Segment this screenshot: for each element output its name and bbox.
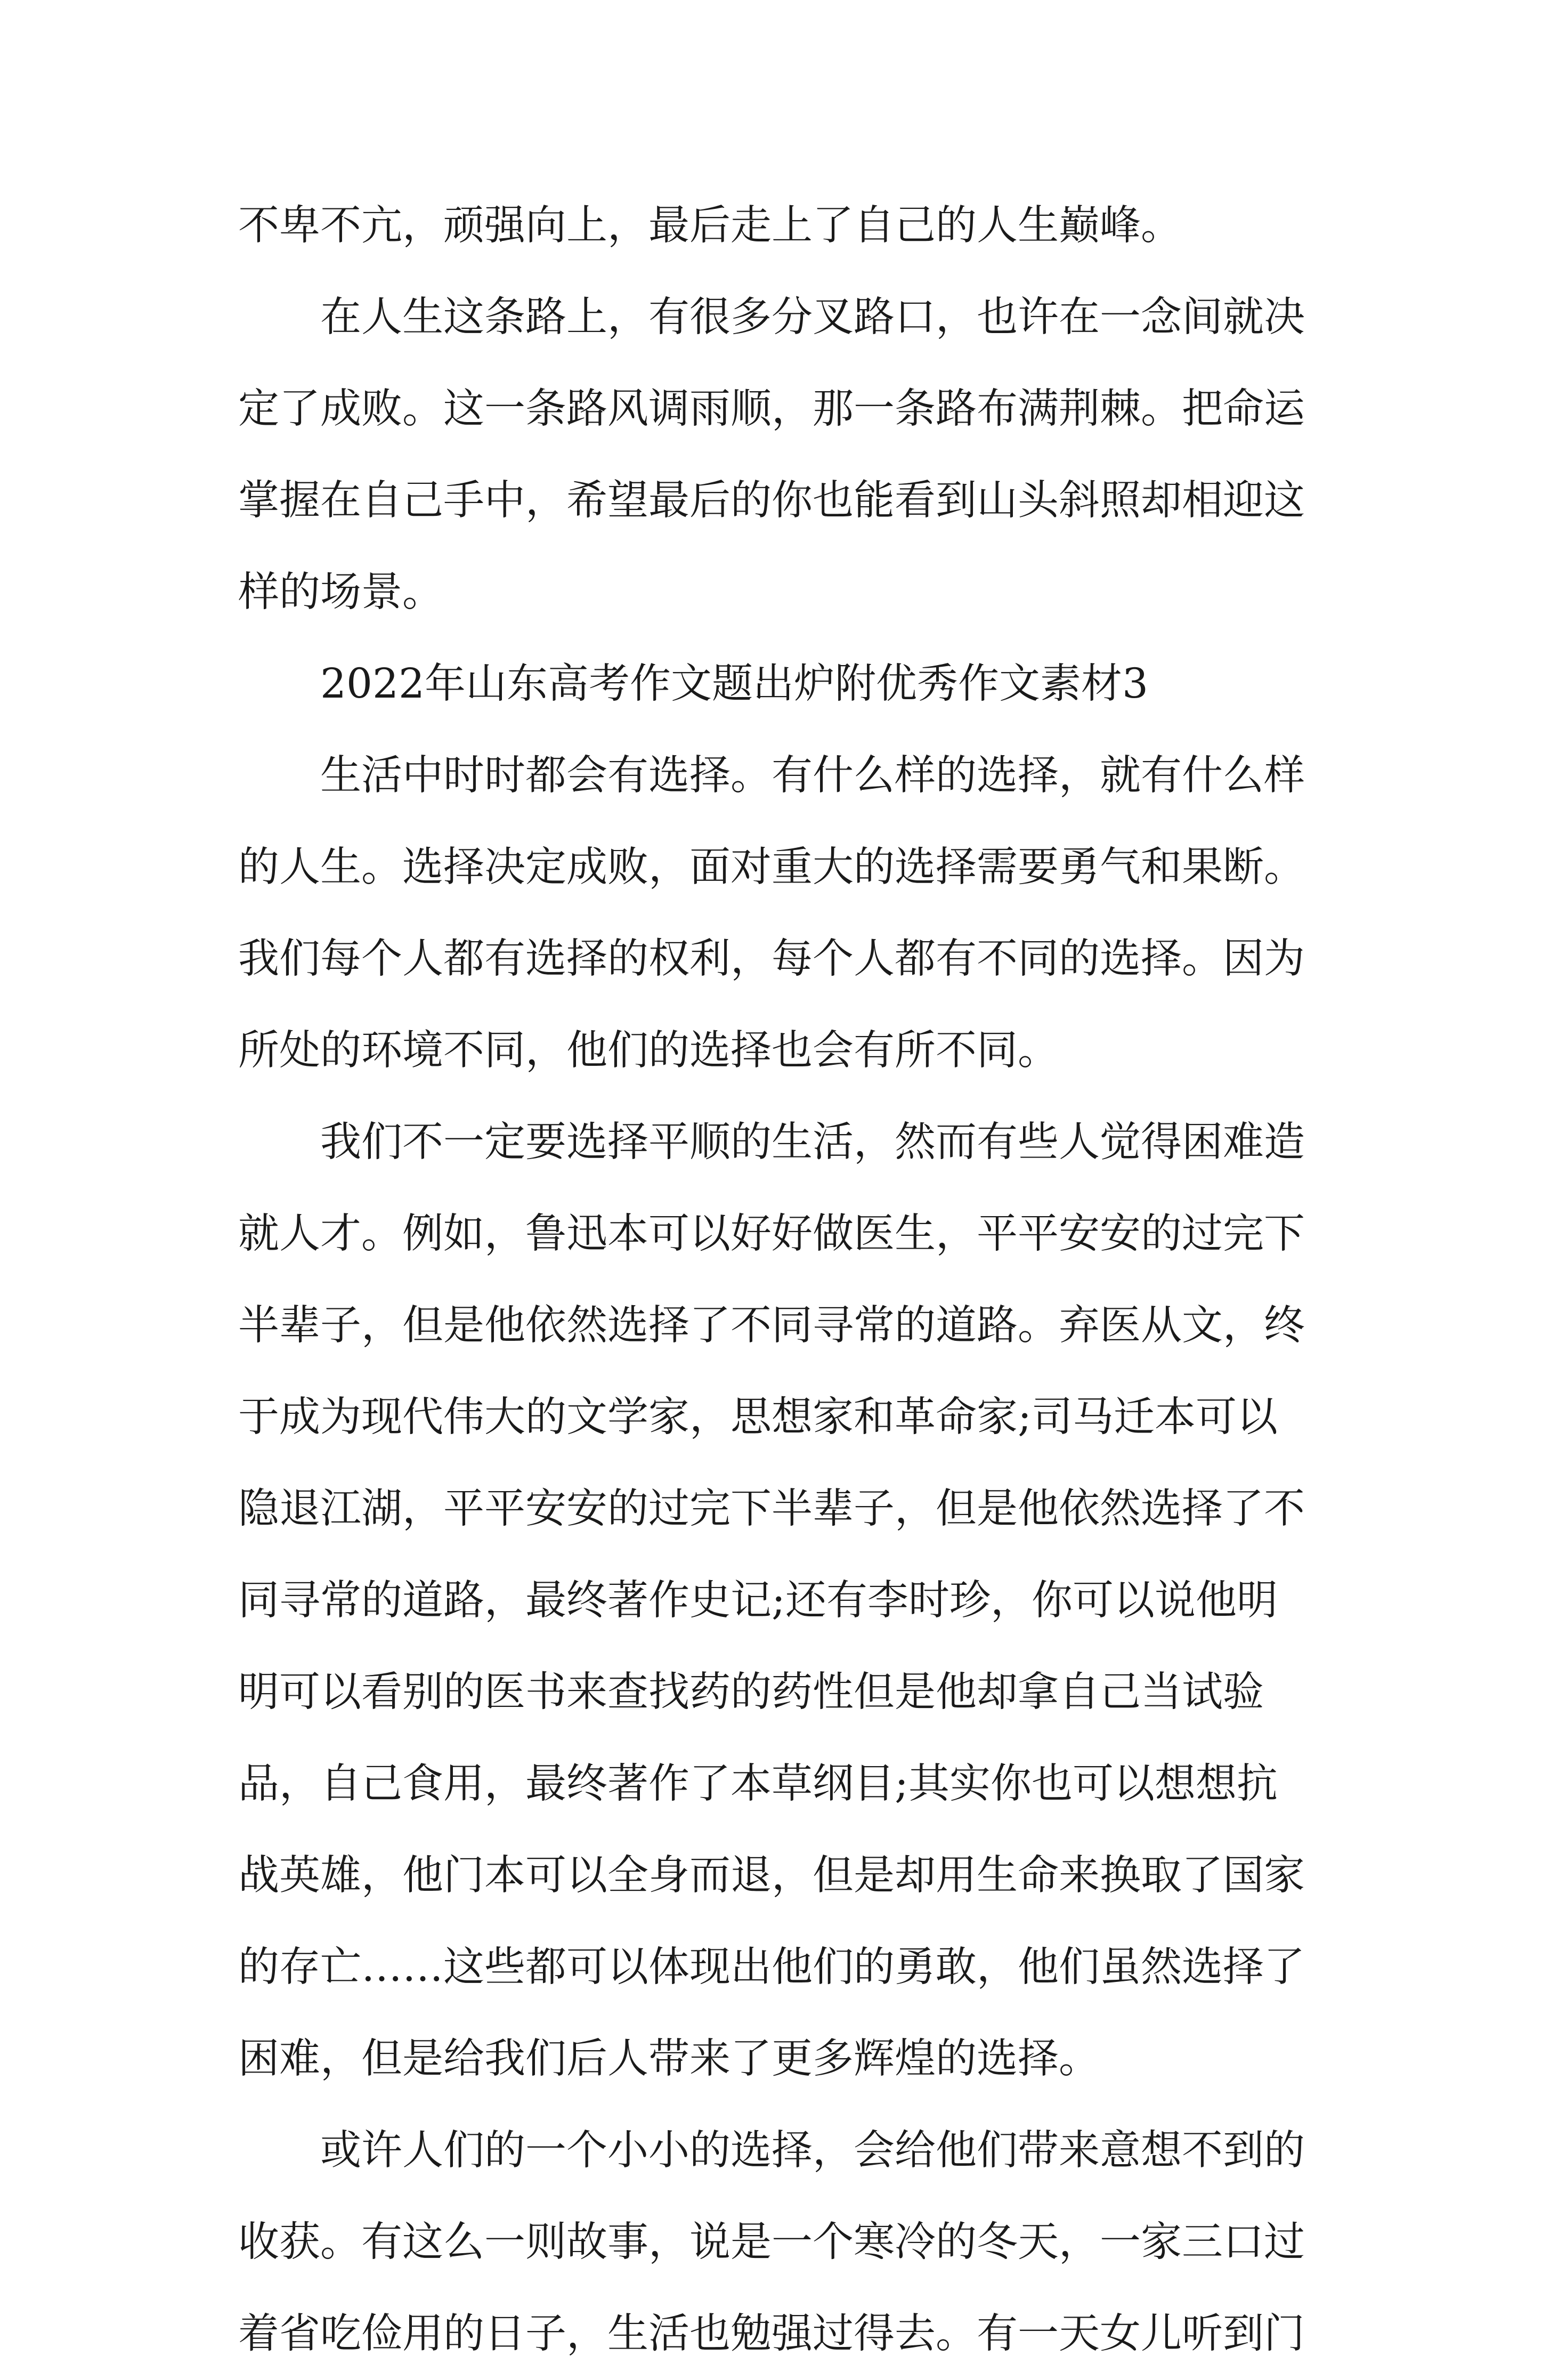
text-line: 或许人们的一个小小的选择，会给他们带来意想不到的: [320, 2127, 1305, 2174]
text-line: 就人才。例如，鲁迅本可以好好做医生，平平安安的过完下: [238, 1210, 1305, 1258]
text-line: 定了成败。这一条路风调雨顺，那一条路布满荆棘。把命运: [238, 385, 1305, 433]
text-line: 战英雄，他门本可以全身而退，但是却用生命来换取了国家: [238, 1852, 1305, 1899]
text-line: 明可以看别的医书来查找药的药性但是他却拿自己当试验: [238, 1669, 1264, 1716]
text-line: 的人生。选择决定成败，面对重大的选择需要勇气和果断。: [238, 844, 1305, 891]
text-line: 着省吃俭用的日子，生活也勉强过得去。有一天女儿听到门: [238, 2310, 1305, 2358]
text-line: 于成为现代伟大的文学家，思想家和革命家;司马迁本可以: [238, 1394, 1278, 1441]
text-line: 在人生这条路上，有很多分叉路口，也许在一念间就决: [320, 294, 1305, 341]
text-line: 收获。有这么一则故事，说是一个寒冷的冬天，一家三口过: [238, 2219, 1305, 2266]
text-line: 困难，但是给我们后人带来了更多辉煌的选择。: [238, 2035, 1100, 2083]
text-line: 生活中时时都会有选择。有什么样的选择，就有什么样: [320, 752, 1305, 799]
text-line: 我们不一定要选择平顺的生活，然而有些人觉得困难造: [320, 1119, 1305, 1166]
text-line: 样的场景。: [238, 569, 443, 616]
text-line: 不卑不亢，顽强向上，最后走上了自己的人生巅峰。: [238, 202, 1182, 249]
text-line: 我们每个人都有选择的权利，每个人都有不同的选择。因为: [238, 935, 1305, 983]
text-line: 所处的环境不同，他们的选择也会有所不同。: [238, 1027, 1059, 1074]
text-line: 品，自己食用，最终著作了本草纲目;其实你也可以想想抗: [238, 1760, 1278, 1808]
text-line: 隐退江湖，平平安安的过完下半辈子，但是他依然选择了不: [238, 1485, 1305, 1533]
text-line: 半辈子，但是他依然选择了不同寻常的道路。弃医从文，终: [238, 1302, 1305, 1349]
text-line: 同寻常的道路，最终著作史记;还有李时珍，你可以说他明: [238, 1577, 1278, 1624]
text-line: 2022年山东高考作文题出炉附优秀作文素材3: [320, 660, 1148, 708]
document-body: [238, 180, 1346, 2380]
text-line: 掌握在自己手中，希望最后的你也能看到山头斜照却相迎这: [238, 477, 1305, 524]
text-line: 的存亡……这些都可以体现出他们的勇敢，他们虽然选择了: [238, 1944, 1305, 1991]
